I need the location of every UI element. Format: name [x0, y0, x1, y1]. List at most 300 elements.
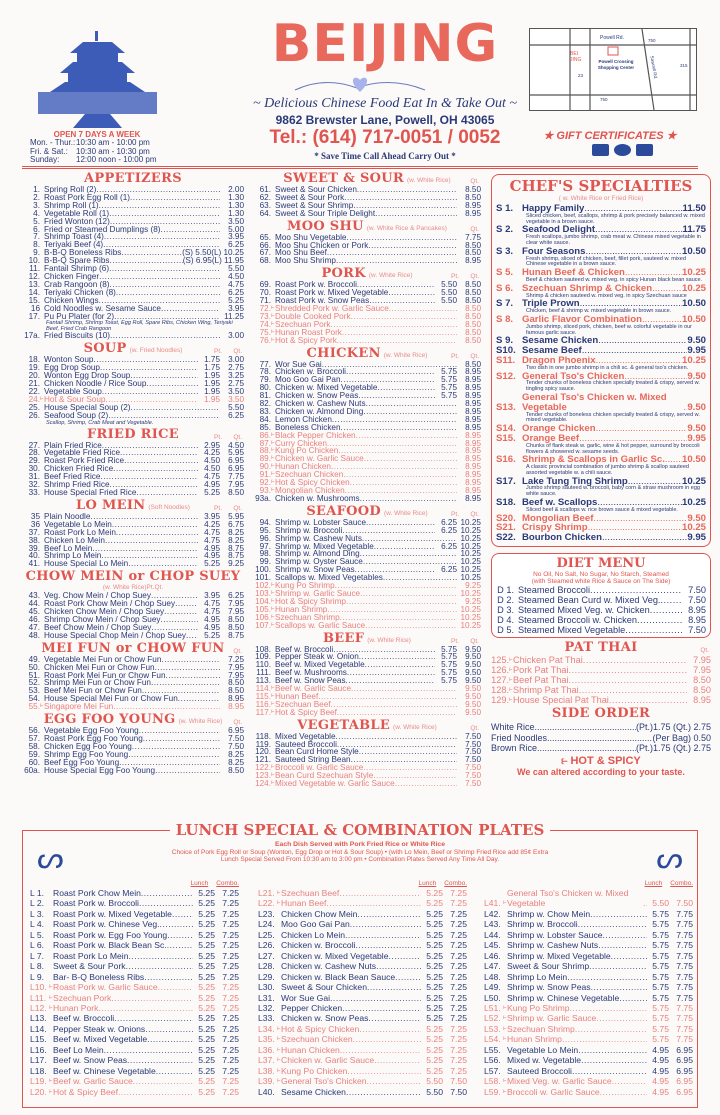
hot-spicy-icon: ⥼ [40, 395, 44, 402]
item-price: 9.95 [687, 532, 706, 544]
menu-item[interactable] [255, 898, 467, 908]
price-small: 4.95 [204, 480, 220, 490]
item-name: Hunan Chicken [281, 1044, 340, 1055]
menu-item[interactable] [253, 622, 481, 630]
item-price: 10.50 [681, 245, 706, 257]
item-number: L53. [484, 1023, 501, 1034]
menu-item[interactable] [481, 951, 693, 961]
item-description: Scallop, Shrimp, Crab Meat and Vegetable. [46, 419, 154, 426]
menu-item[interactable] [255, 961, 467, 971]
price-small: 5.50 [652, 898, 669, 909]
item-name: Mixed Vegetable w. Garlic Sauce [275, 779, 395, 789]
item-name: Shrimp w. Snow Peas [507, 982, 591, 993]
menu-item[interactable] [27, 1066, 239, 1076]
item-name: Beef w. Mushrooms [275, 668, 347, 678]
item-name: Hot & Spicy Beef [275, 707, 337, 717]
menu-item[interactable] [481, 993, 693, 1003]
price-small: 5.25 [198, 961, 215, 972]
menu-item[interactable] [481, 940, 693, 950]
hot-spicy-icon: ⥼ [277, 1057, 281, 1064]
price-large: 6.25 [228, 287, 244, 297]
item-number: 82. [259, 399, 271, 409]
hot-spicy-icon: ⥼ [503, 1088, 507, 1095]
item-number: 77. [259, 359, 271, 369]
menu-item[interactable] [22, 332, 244, 340]
menu-item[interactable] [27, 982, 239, 992]
price-large: 7.95 [228, 480, 244, 490]
hot-spicy-icon: ⥼ [277, 890, 281, 896]
price-small: 5.75 [441, 391, 457, 401]
item-name: Moo Goo Gai Pan [281, 919, 350, 930]
item-number: 86. [259, 430, 271, 440]
item-number: 62. [259, 192, 271, 202]
leader-dots [118, 1087, 193, 1097]
route-marker: 315 [680, 63, 688, 68]
item-number: 80. [259, 383, 271, 393]
menu-item[interactable] [481, 919, 693, 929]
tagline: ~ Delicious Chinese Food Eat In & Take Out ~ [253, 96, 517, 111]
leader-dots [596, 424, 688, 434]
item-number: 59. [28, 749, 40, 759]
item-name: Hot & Spicy Chicken [281, 1023, 360, 1034]
menu-item[interactable] [27, 972, 239, 982]
menu-item[interactable] [255, 1066, 467, 1076]
menu-item[interactable] [253, 709, 481, 717]
menu-item[interactable] [481, 961, 693, 971]
item-name: Singapore Mei Fun [44, 702, 114, 712]
menu-item[interactable] [481, 972, 693, 982]
menu-item[interactable] [496, 625, 706, 635]
item-name: Chicken Mei Fun or Chow Fun [44, 662, 155, 672]
price-large: 8.25 [228, 527, 244, 537]
item-name: Crab Rangoon (8) [44, 279, 110, 289]
menu-column-1 [22, 172, 244, 776]
leader-dots [167, 930, 193, 940]
price-large: 7.25 [222, 1076, 239, 1087]
menu-item[interactable] [481, 1013, 693, 1023]
menu-item[interactable] [27, 1076, 239, 1086]
item-name: Orange Beef [522, 432, 580, 444]
item-number: 46. [28, 614, 40, 624]
map-restaurant-label: BEI JING [570, 51, 582, 63]
menu-item[interactable] [255, 972, 467, 982]
item-name: Hunan Beef [275, 691, 319, 701]
item-number: L29. [258, 971, 275, 982]
price-large: 6.95 [228, 456, 244, 466]
menu-item[interactable] [253, 337, 481, 345]
hot-spicy-icon: ⥼ [271, 463, 275, 470]
menu-item[interactable] [255, 930, 467, 940]
item-price: 10.25 [681, 497, 706, 509]
menu-item[interactable] [255, 1055, 467, 1065]
item-number: L25. [258, 929, 275, 940]
item-name: Mongolian Chicken [275, 486, 345, 495]
menu-section [22, 342, 244, 425]
leader-dots [365, 661, 435, 669]
hot-spicy-icon: ⥼ [271, 772, 275, 779]
price-small: 5.25 [198, 1002, 215, 1013]
item-number: S20. [496, 512, 516, 524]
menu-item[interactable] [22, 560, 244, 568]
item-name: Cold Noodles w. Sesame Sauce [44, 303, 161, 313]
item-name: Roast Pork w. Broccoli [53, 898, 139, 909]
price-large: (L) 10.25 [211, 248, 244, 258]
price-small: 5.25 [198, 1013, 215, 1024]
item-description: A classic provincial combination of jumbo shrimp & scallop sauteed assorted vegetable w. a chili sauce. [526, 464, 689, 476]
side-order-item[interactable] [491, 722, 711, 733]
leader-dots [342, 1003, 421, 1013]
menu-item[interactable] [481, 1045, 693, 1055]
menu-item[interactable] [27, 993, 239, 1003]
price-large: 11.25 [224, 311, 244, 321]
item-number: 114. [255, 684, 271, 694]
item-number: L37. [258, 1055, 275, 1066]
menu-item[interactable] [27, 1055, 239, 1065]
price-large: 6.95 [676, 1086, 693, 1097]
menu-item[interactable] [481, 1034, 693, 1044]
menu-item[interactable] [27, 909, 239, 919]
price-large: 9.50 [465, 699, 481, 709]
item-name: Pepper Chicken [281, 1002, 343, 1013]
menu-item[interactable] [255, 1024, 467, 1034]
menu-item[interactable] [255, 940, 467, 950]
price-large: 6.95 [676, 1065, 693, 1076]
menu-item[interactable] [255, 1034, 467, 1044]
item-number: L14. [30, 1023, 47, 1034]
price-small: 1.95 [204, 379, 220, 389]
section-title: CHICKEN [306, 345, 381, 361]
menu-item[interactable] [27, 940, 239, 950]
price-large: 8.50 [465, 240, 481, 250]
item-name: Beef w. Broccoli [53, 1013, 115, 1024]
section-title: LO MEIN [76, 497, 146, 513]
menu-item[interactable] [481, 1066, 693, 1076]
leader-dots [346, 368, 435, 376]
price-large: 9.50 [465, 676, 481, 686]
lunch-column-header [255, 879, 467, 888]
item-name: White Rice [491, 722, 535, 733]
price-large: 8.50 [465, 248, 481, 258]
leader-dots [590, 585, 682, 595]
item-number: S13. [496, 401, 516, 413]
menu-item[interactable] [27, 951, 239, 961]
price-small: 4.95 [204, 543, 220, 553]
leader-dots [366, 400, 457, 408]
item-number: 94. [259, 517, 271, 527]
menu-item[interactable] [481, 1076, 693, 1086]
price-small: 1.95 [204, 394, 220, 404]
menu-item[interactable] [27, 930, 239, 940]
leader-dots [363, 408, 457, 416]
item-description: Jumbo shrimp, sliced pork, chicken, beef w. colorful vegetable in our famous garlic sauce. [526, 323, 692, 336]
item-name: Shrimp & Scallops in Garlic Sc. [522, 454, 665, 466]
side-order-item[interactable] [491, 743, 711, 754]
leader-dots [581, 1055, 647, 1065]
leader-dots [590, 909, 647, 919]
leader-dots [318, 693, 457, 701]
leader-dots [175, 600, 198, 608]
leader-dots [340, 1045, 421, 1055]
item-name: Wor Sue Gai [275, 359, 322, 369]
price-large: 7.95 [693, 665, 711, 676]
item-number: S22. [496, 532, 516, 544]
item-name: Orange Chicken [522, 423, 596, 435]
pint-label: Pt. [451, 637, 459, 645]
restaurant-logo: BEIJING [271, 14, 499, 74]
item-name: Vegetable Egg Foo Young [44, 726, 139, 736]
menu-item[interactable] [27, 919, 239, 929]
item-name: Chicken w. Broccoli [281, 940, 356, 951]
leader-dots [593, 514, 687, 524]
price-small: 5.25 [426, 888, 443, 898]
item-number: L42. [484, 908, 501, 919]
item-number: 53. [28, 686, 40, 696]
leader-dots [611, 951, 647, 961]
menu-item[interactable] [22, 313, 244, 321]
price-large: 7.25 [222, 982, 239, 993]
price-small: 5.25 [426, 992, 443, 1003]
menu-item[interactable] [496, 585, 706, 595]
hot-spicy-icon: ⥼ [509, 687, 513, 694]
item-number: 95. [259, 525, 271, 535]
quart-label: Qt. [470, 637, 479, 645]
hot-spicy-icon: ⥼ [49, 984, 53, 991]
item-number: 3. [33, 200, 40, 210]
menu-item[interactable] [27, 1087, 239, 1097]
menu-item[interactable] [481, 888, 693, 909]
hot-spicy-icon: ⥼ [509, 667, 513, 674]
price-large: 7.95 [228, 670, 244, 680]
price-large: 5.25 [228, 295, 244, 305]
hot-spicy-icon: ⥼ [49, 1004, 53, 1011]
item-name: Brown Rice [491, 743, 538, 754]
section-subtitle [22, 584, 244, 592]
item-name: Szechuan Shrimp & Chicken [522, 282, 653, 294]
hot-spicy-note [491, 755, 711, 778]
pint-label: Pt. [214, 433, 222, 441]
price-large: 9.50 [465, 668, 481, 678]
item-number: L16. [30, 1044, 47, 1055]
price-small: 4.75 [204, 472, 220, 482]
wave-ornament-icon: ᔕ [656, 842, 683, 875]
item-price: 10.25 [681, 522, 706, 534]
leader-dots [132, 743, 220, 751]
leader-dots [609, 695, 687, 705]
item-name: Bean Curd Home Style [275, 747, 359, 757]
hot-spicy-icon: ⥼ [271, 582, 275, 589]
price-small: 4.95 [204, 622, 220, 632]
phone-number[interactable]: Tel.: (614) 717-0051 / 0052 [269, 127, 501, 148]
item-name: House Special Egg Foo Young [44, 765, 156, 775]
item-number: 31. [28, 472, 40, 482]
price-large: 8.50 [465, 303, 481, 313]
menu-item[interactable] [27, 1045, 239, 1055]
menu-item[interactable] [253, 780, 481, 788]
menu-item[interactable] [22, 767, 244, 775]
menu-item[interactable] [27, 888, 239, 898]
price-large: 1.30 [228, 208, 244, 218]
menu-item[interactable] [496, 615, 706, 625]
menu-item[interactable] [255, 1003, 467, 1013]
item-number: 93. [259, 486, 271, 495]
item-number: 96. [259, 533, 271, 543]
section-subtitle: (w. White Rice) [178, 718, 223, 726]
menu-item[interactable] [27, 1003, 239, 1013]
menu-item[interactable] [491, 675, 711, 685]
leader-dots [619, 993, 647, 1003]
diet-note: (with Steamed white Rice & Sauce on The Side) [531, 578, 671, 586]
leader-dots [367, 1076, 421, 1086]
hot-spicy-icon: ⥼ [277, 900, 281, 907]
leader-dots [351, 685, 457, 693]
menu-item[interactable] [27, 961, 239, 971]
item-name: Chicken w. Garlic Sauce [275, 454, 364, 464]
menu-item[interactable] [253, 210, 481, 218]
price-large: 7.50 [688, 595, 706, 606]
price-large: 4.75 [228, 279, 244, 289]
menu-item[interactable] [22, 412, 244, 420]
menu-item[interactable] [481, 1087, 693, 1097]
section-title: CHEF'S SPECIALTIES [509, 177, 693, 195]
menu-item[interactable] [481, 930, 693, 940]
menu-item[interactable] [22, 632, 244, 640]
item-number: 12. [28, 271, 40, 281]
hot-spicy-icon: ⥼ [271, 692, 275, 699]
menu-item[interactable] [255, 888, 467, 898]
menu-item[interactable] [27, 1013, 239, 1023]
item-name: Wonton Egg Drop Soup [44, 371, 131, 381]
leader-dots [112, 521, 198, 529]
item-number: 110. [255, 660, 271, 670]
menu-item[interactable] [27, 1034, 239, 1044]
chef-item[interactable] [496, 533, 706, 543]
pint-label: Pt. [451, 352, 459, 360]
item-name: Kung Po Chicken [275, 446, 339, 456]
menu-item[interactable] [22, 489, 244, 497]
menu-item[interactable] [491, 695, 711, 705]
menu-item[interactable] [491, 665, 711, 675]
item-number: 41. [28, 559, 40, 569]
menu-item[interactable] [27, 1024, 239, 1034]
item-price: 10.25 [681, 267, 706, 279]
leader-dots [344, 194, 457, 202]
item-number: S18. [496, 497, 516, 509]
price-small: 6.25 [441, 541, 457, 551]
menu-item[interactable] [481, 1024, 693, 1034]
price-large: 6.95 [228, 464, 244, 474]
item-name: Sweet & Sour Triple Delight [275, 208, 376, 218]
item-name: Sesame Chicken [281, 1086, 346, 1097]
menu-item[interactable] [27, 898, 239, 908]
hot-spicy-icon: ⥼ [277, 1036, 281, 1043]
item-name: Roast Pork w. Egg Foo Young [53, 929, 168, 940]
menu-section [491, 641, 711, 705]
item-number: 60. [28, 757, 40, 767]
menu-item[interactable] [481, 909, 693, 919]
item-name: Sweet & Sour Pork [53, 961, 126, 972]
item-number: S15. [496, 432, 516, 444]
section-header [253, 719, 481, 733]
leader-dots [156, 1066, 193, 1076]
price-large: 8.50 [465, 192, 481, 202]
item-number: 93a. [255, 493, 271, 503]
menu-item[interactable] [255, 1045, 467, 1055]
item-number: 27. [28, 440, 40, 450]
price-small: 5.75 [441, 652, 457, 662]
item-number: L12. [30, 1002, 47, 1013]
leader-dots [113, 703, 220, 711]
item-price: 11.50 [682, 203, 706, 214]
menu-item[interactable] [255, 993, 467, 1003]
chef-item[interactable] [496, 393, 706, 413]
menu-item[interactable] [491, 655, 711, 665]
menu-item[interactable] [481, 1055, 693, 1065]
item-name: Beef w. Snow Peas [275, 676, 346, 686]
lunch-note: Each Dish Served with Pork Fried Rice or White Rice [275, 841, 445, 848]
menu-item[interactable] [491, 685, 711, 695]
hot-spicy-icon: ⥼ [277, 1025, 281, 1032]
price-small: 2.95 [204, 440, 220, 450]
section-header [22, 428, 244, 442]
item-number: L43. [484, 919, 501, 930]
menu-item[interactable] [255, 1087, 467, 1097]
item-number: 84. [259, 414, 271, 424]
hot-spicy-icon: ⥼ [271, 431, 275, 438]
hot-spicy-icon: ⥼ [40, 703, 44, 710]
menu-item[interactable] [22, 703, 244, 711]
menu-section [253, 220, 481, 266]
price-large: 8.25 [228, 757, 244, 767]
item-number: L27. [258, 950, 275, 961]
leader-dots [395, 780, 457, 788]
menu-section [253, 347, 481, 503]
item-number: 75. [259, 327, 271, 337]
item-number: 124. [255, 779, 271, 789]
side-order-item[interactable] [491, 733, 711, 744]
menu-item[interactable] [255, 1013, 467, 1023]
menu-item[interactable] [255, 919, 467, 929]
item-number: 10. [28, 256, 40, 266]
item-name: Shrimp w. Broccoli [507, 919, 578, 930]
hot-spicy-icon: ⥼ [503, 900, 507, 907]
item-number: L59. [484, 1086, 501, 1097]
menu-item[interactable] [255, 951, 467, 961]
menu-item[interactable] [253, 495, 481, 503]
menu-item[interactable] [481, 982, 693, 992]
menu-item[interactable] [255, 1076, 467, 1086]
menu-item[interactable] [481, 1003, 693, 1013]
section-title: MOO SHU [287, 218, 364, 234]
menu-item[interactable] [496, 605, 706, 615]
section-subtitle: (w. White Rice) [393, 723, 437, 731]
section-header [22, 713, 244, 727]
item-name: Four Seasons [522, 245, 586, 257]
menu-item[interactable] [496, 595, 706, 605]
price-large: 3.50 [228, 386, 244, 396]
leader-dots [360, 495, 457, 503]
menu-item[interactable] [255, 982, 467, 992]
menu-item[interactable] [255, 909, 467, 919]
price-large: 7.50 [450, 1086, 467, 1097]
price-large: 7.50 [465, 739, 481, 749]
leader-dots [151, 679, 220, 687]
hot-spicy-icon: ⥼ [509, 657, 513, 664]
price-large: 6.25 [228, 591, 244, 601]
menu-item[interactable] [253, 257, 481, 265]
item-name: Roast Pork w. Broccoli [275, 280, 357, 290]
leader-dots [327, 249, 457, 257]
price-large: 1.30 [228, 192, 244, 202]
